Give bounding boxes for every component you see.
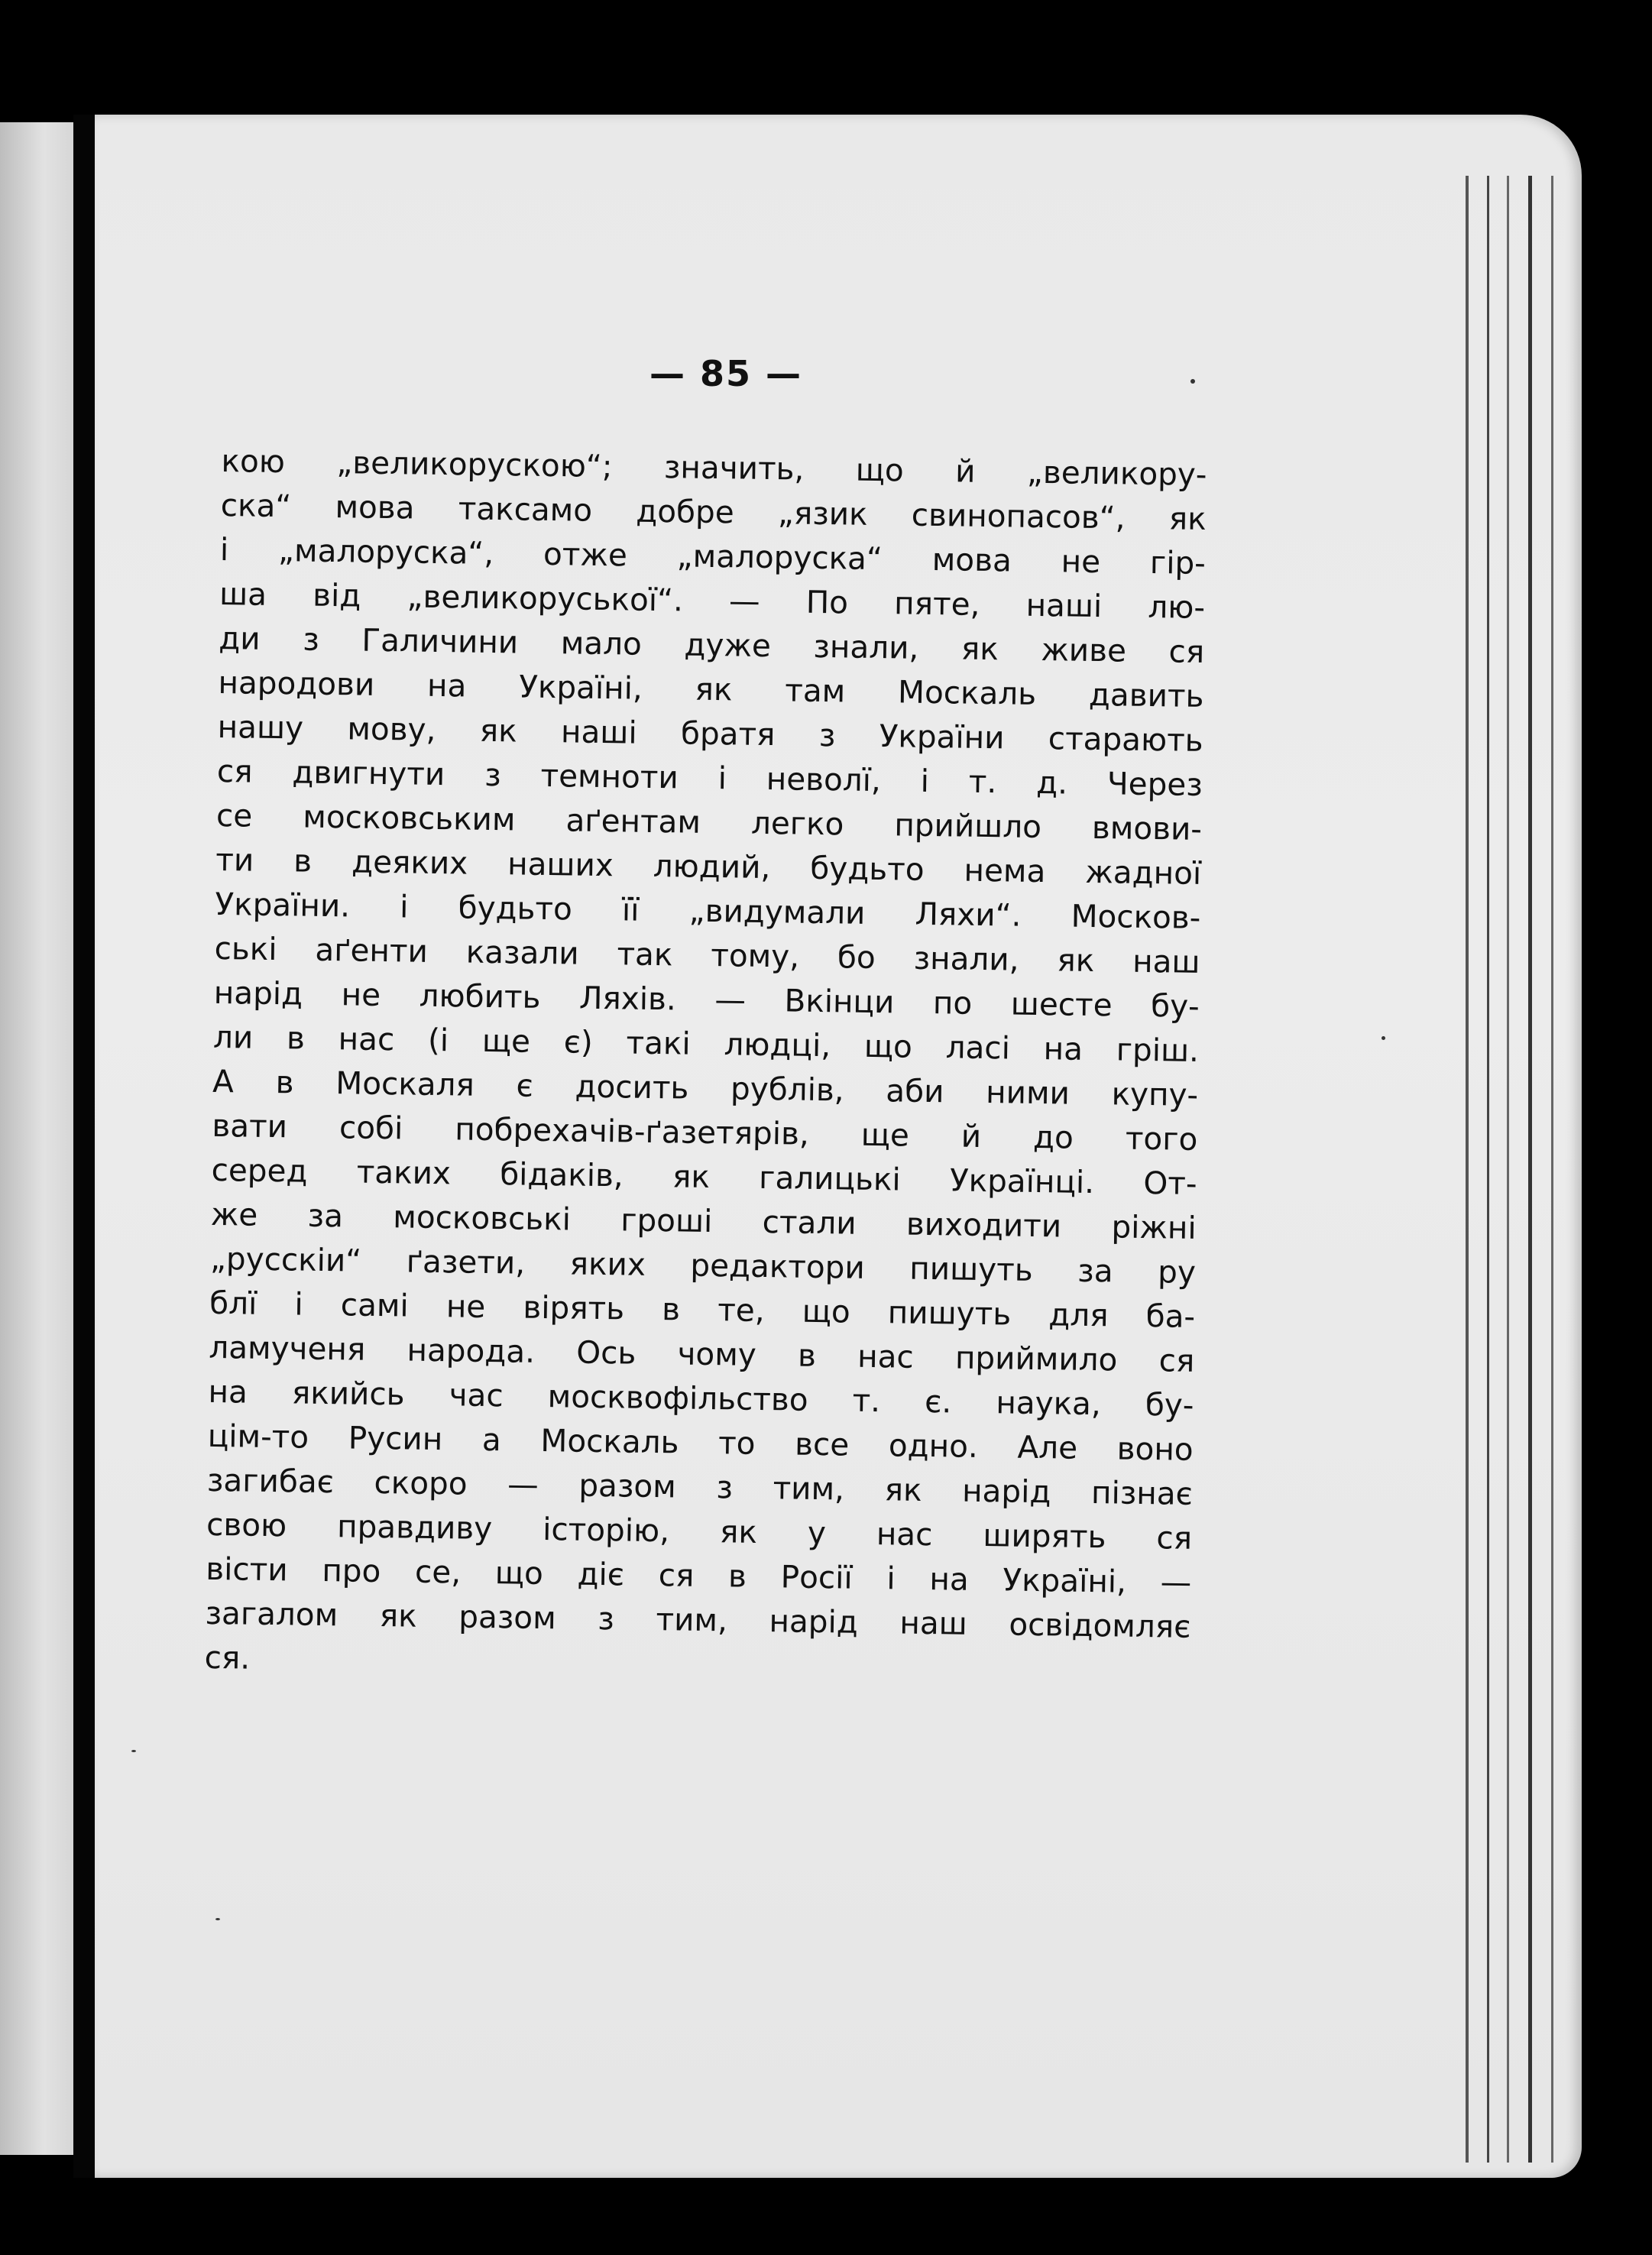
text-line: серед таких бідаків, як галицькі Українці. От- [211,1151,1197,1202]
text-line: ска“ мова таксамо добре „язик свинопасов“, як [220,486,1207,538]
page-number: — 85 — [649,353,803,394]
print-speck [215,1918,220,1920]
text-line: вісти про се, що діє ся в Росії і на Україні, — [206,1550,1192,1601]
page-edge-line [1487,176,1489,2163]
text-line: на якийсь час москвофільство т. є. наука, бу- [208,1372,1194,1424]
text-line: „русскіи“ ґазети, яких редактори пишуть за ру [209,1239,1197,1291]
print-speck [1190,379,1195,384]
text-line: А в Москаля є досить рублів, аби ними купу- [212,1062,1199,1113]
page-edge-line [1466,176,1469,2163]
text-line: ша від „великоруської“. — По пяте, наші лю- [219,575,1206,626]
text-line: загалом як разом з тим, нарід наш освідомляє [205,1594,1191,1645]
text-line: ся двигнути з темноти і неволї, і т. д. Через [216,752,1203,803]
text-line: України. і будьто її „видумали Ляхи“. Москов- [215,885,1201,936]
text-line: ли в нас (і ще є) такі людці, що ласі на гріш. [212,1018,1200,1069]
text-line: ся. [204,1638,251,1677]
print-speck [1382,1036,1385,1040]
text-line: цім-то Русин а Москаль то все одно. Але воно [207,1417,1194,1468]
page-edge-line [1528,176,1532,2163]
text-line: ські аґенти казали так тому, бо знали, як наш [214,929,1200,980]
text-line: народови на Україні, як там Москаль давить [218,663,1204,714]
text-line: кою „великорускою“; значить, що й „великору- [221,442,1207,494]
body-text [204,439,1207,1693]
text-line: же за московські гроші стали виходити ріжні [210,1195,1197,1246]
book-gutter [73,115,95,2178]
text-line: свою правдиву історію, як у нас ширять ся [206,1505,1193,1557]
text-line: се московським аґентам легко прийшло вмови- [215,796,1203,847]
page-edge-line [1507,176,1509,2163]
text-line: загибає скоро — разом з тим, як нарід пізнає [206,1461,1194,1512]
text-line: блї і самі не вірять в те, що пишуть для ба- [209,1284,1196,1335]
text-line: ди з Галичини мало дуже знали, як живе ся [219,619,1205,670]
facing-page-edge [0,122,73,2155]
text-line: вати собі побрехачів-ґазетярів, ще й до того [212,1106,1198,1158]
text-line: ти в деяких наших людий, будьто нема жадної [215,841,1202,892]
text-line: і „малоруска“, отже „малоруска“ мова не гір- [219,530,1207,582]
text-line: нарід не любить Ляхів. — Вкінци по шесте бу- [213,974,1200,1025]
page-edge-line [1551,176,1553,2163]
text-line: нашу мову, як наші братя з України старають [217,708,1203,759]
text-line: ламученя народа. Ось чому в нас приймило ся [209,1328,1195,1379]
print-speck [131,1750,136,1752]
